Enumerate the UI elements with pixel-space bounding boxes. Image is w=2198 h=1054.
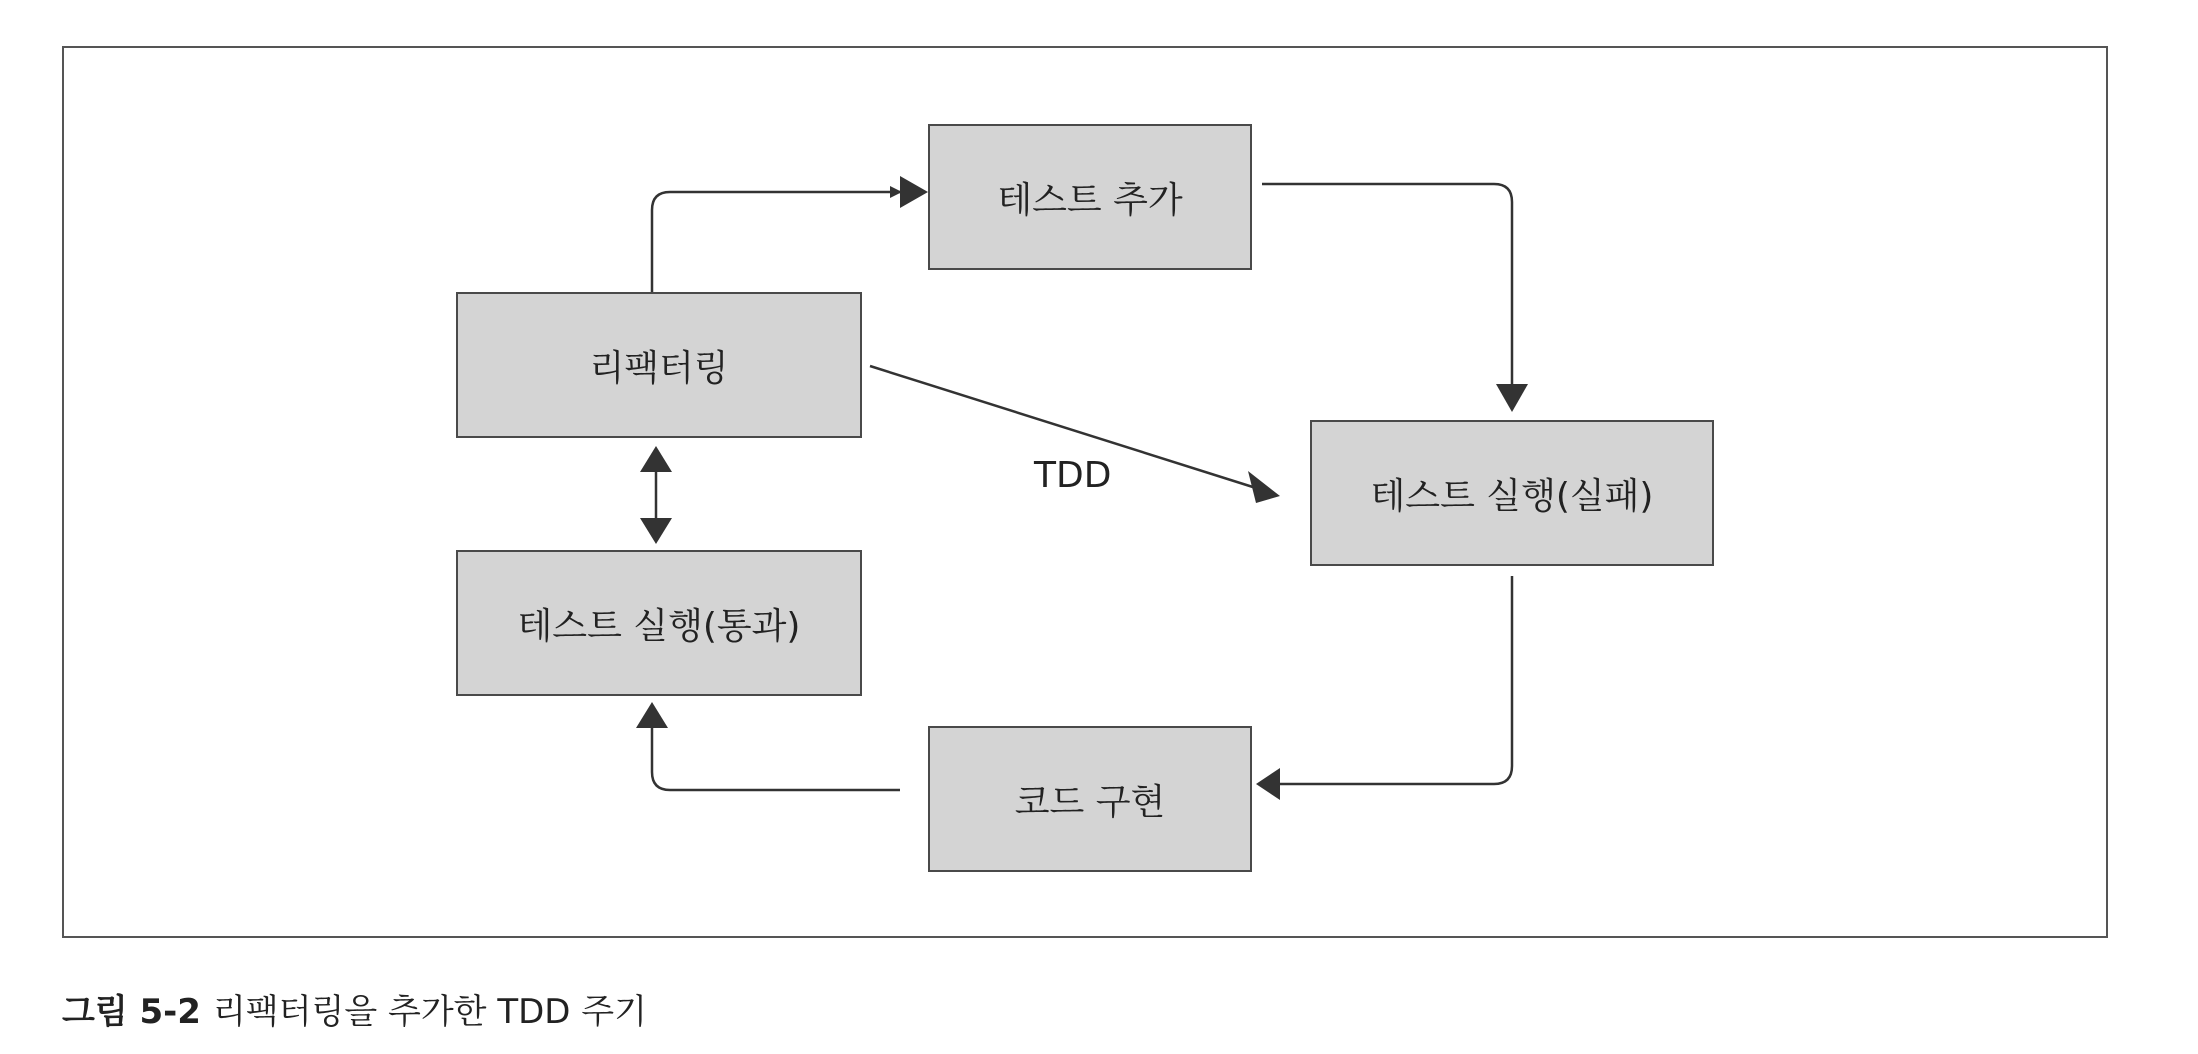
edge-label-tdd: TDD (1034, 455, 1112, 496)
node-run-test-pass-label: 테스트 실행(통과) (517, 605, 801, 647)
node-run-test-fail (1310, 420, 1714, 566)
node-run-test-fail-label: 테스트 실행(실패) (1370, 475, 1654, 517)
node-implement-code-label: 코드 구현 (1014, 781, 1166, 823)
node-run-test-pass (456, 550, 862, 696)
node-add-test (928, 124, 1252, 270)
figure-caption (62, 984, 647, 1033)
figure-caption-text: 리팩터링을 추가한 TDD 주기 (212, 992, 647, 1032)
figure-caption-label: 그림 5-2 (62, 992, 201, 1032)
node-refactoring (456, 292, 862, 438)
node-refactoring-label: 리팩터링 (589, 347, 729, 389)
node-add-test-label: 테스트 추가 (997, 179, 1183, 221)
node-implement-code (928, 726, 1252, 872)
